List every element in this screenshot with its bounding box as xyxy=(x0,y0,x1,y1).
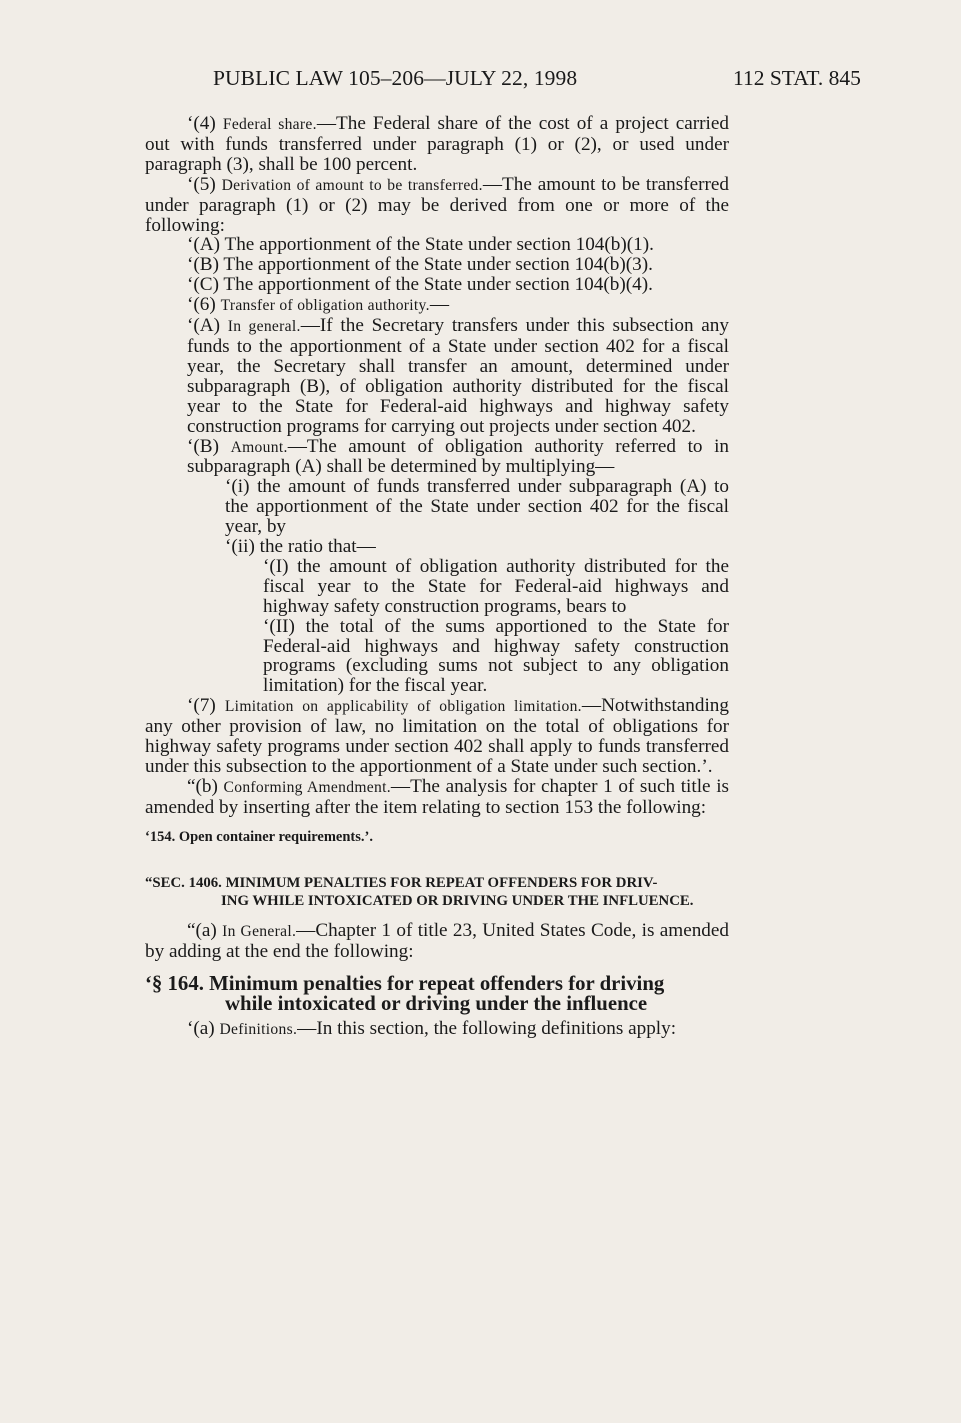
statute-body xyxy=(145,114,729,1040)
subparagraph-6a-heading: In general. xyxy=(227,318,301,336)
definitions-heading: Definitions. xyxy=(219,1020,298,1038)
subclause-6b-ii-II: ‘(II) the total of the sums apportioned to the State for Federal-aid highways and highway safety construction programs (excluding sums not subject to any obligation limitation) for the fiscal year. xyxy=(263,615,729,697)
subparagraph-5a: ‘(A) The apportionment of the State under section 104(b)(1). xyxy=(187,234,654,256)
subsection-a-definitions: ‘(a) Definitions.—In this section, the following definitions apply: xyxy=(187,1017,677,1039)
clause-6b-ii: ‘(ii) the ratio that— xyxy=(225,536,376,558)
subparagraph-5c: ‘(C) The apportionment of the State under section 104(b)(4). xyxy=(187,274,653,296)
clause-6b-i: ‘(i) the amount of funds transferred under subparagraph (A) to the apportionment of the State under section 402 for the fiscal year, by xyxy=(225,476,729,538)
subsection-b-conforming-amendment: “(b) Conforming Amendment.—The analysis for chapter 1 of such title is amended by inserting after the item relating to section 153 the following: xyxy=(145,775,729,818)
subparagraph-5b: ‘(B) The apportionment of the State under section 104(b)(3). xyxy=(187,254,653,276)
running-header-title: PUBLIC LAW 105–206—JULY 22, 1998 xyxy=(213,66,578,90)
paragraph-5-heading: Derivation of amount to be transferred. xyxy=(221,176,483,194)
subparagraph-6a-in-general: ‘(A) In general.—If the Secretary transfers under this subsection any funds to the apportionment of a State under section 402 for a fiscal year, the Secretary shall transfer an amount, determined under subparagraph (B), of obligation authority distributed for the fiscal year to the State for Federal-aid highways and highway safety construction programs for carrying out projects under section 402. xyxy=(187,315,729,437)
subsection-a-heading: In General. xyxy=(222,922,297,940)
paragraph-6-heading: Transfer of obligation authority. xyxy=(220,297,430,315)
section-164-title: ‘§ 164. Minimum penalties for repeat offenders for driving while intoxicated or driving under the influence xyxy=(145,971,665,1016)
paragraph-6-transfer-authority: ‘(6) Transfer of obligation authority.— xyxy=(187,294,450,316)
paragraph-7-heading: Limitation on applicability of obligation limitation. xyxy=(224,698,582,716)
subsection-a-in-general: “(a) In General.—Chapter 1 of title 23, United States Code, is amended by adding at the end the following: xyxy=(145,919,730,962)
subclause-6b-ii-I: ‘(I) the amount of obligation authority distributed for the fiscal year to the State for Federal-aid highways and highway safety construction programs, bears to xyxy=(263,555,729,617)
subparagraph-6b-heading: Amount. xyxy=(230,438,288,456)
statute-page-number: 112 STAT. 845 xyxy=(733,66,861,90)
section-1406-heading: “SEC. 1406. MINIMUM PENALTIES FOR REPEAT OFFENDERS FOR DRIV- ING WHILE INTOXICATED OR DRIVING UNDER THE INFLUENCE. xyxy=(145,874,694,910)
analysis-item-154: ‘154. Open container requirements.’. xyxy=(145,828,373,845)
paragraph-4-federal-share: ‘(4) Federal share.—The Federal share of the cost of a project carried out with funds transferred under paragraph (1) or (2), or used under paragraph (3), shall be 100 percent. xyxy=(145,113,729,175)
subsection-b-heading: Conforming Amendment. xyxy=(223,778,391,796)
paragraph-7-limitation: ‘(7) Limitation on applicability of obligation limitation.—Notwithstanding any other provision of law, no limitation on the total of obligations for highway safety programs under section 402 shall apply to funds transferred under this subsection to the apportionment of a State under such section.’. xyxy=(145,695,729,777)
paragraph-4-heading: Federal share. xyxy=(222,116,317,133)
paragraph-5-derivation: ‘(5) Derivation of amount to be transferred.—The amount to be transferred under paragraph (1) or (2) may be derived from one or more of the following: xyxy=(145,173,729,236)
subparagraph-6b-amount: ‘(B) Amount.—The amount of obligation authority referred to in subparagraph (A) shall be determined by multiplying— xyxy=(187,435,730,478)
